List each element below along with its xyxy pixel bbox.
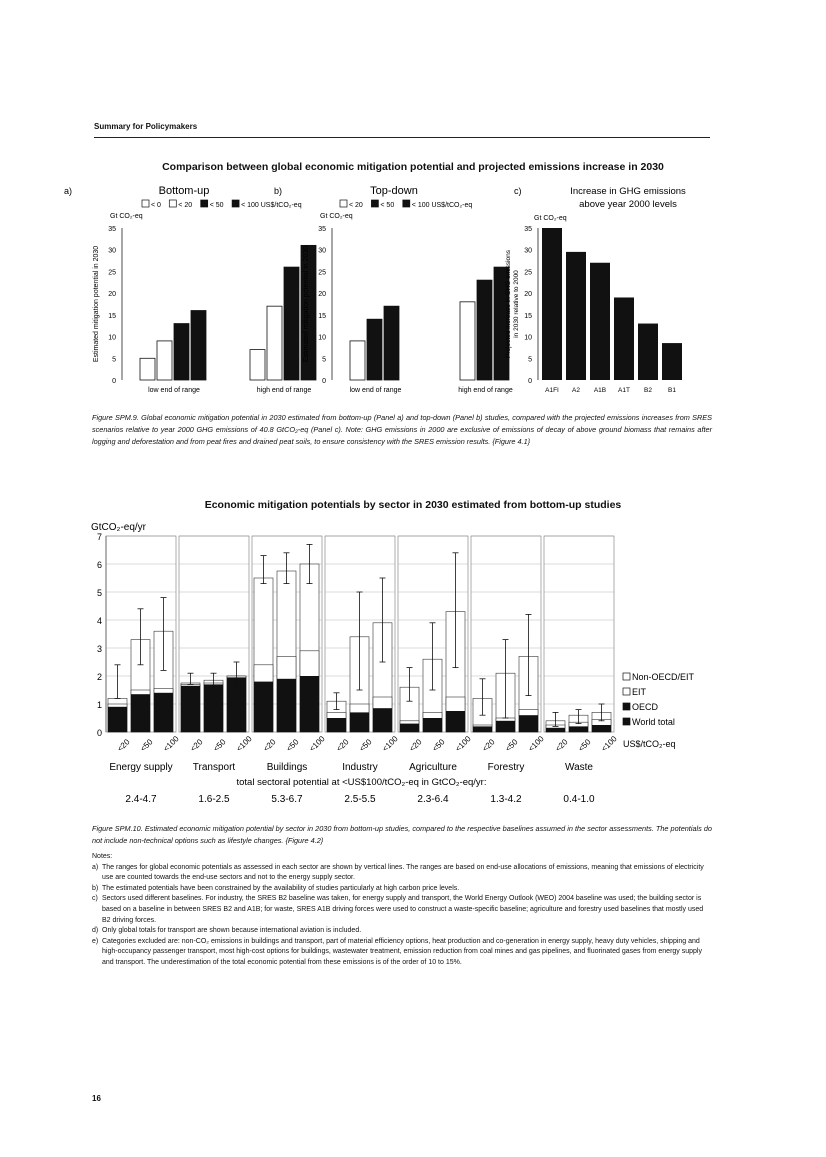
bar: [191, 311, 206, 380]
y-axis-title: Estimated mitigation potential in 2030: [93, 245, 100, 363]
price-level-label: <50: [576, 737, 593, 754]
y-tick-label: 2: [96, 672, 102, 682]
bar-oecd: [131, 694, 150, 732]
note-text: Sectors used different baselines. For industry, the SRES B2 baseline was taken, for energy supply and transport, the World Energy Outlook (WEO) 2004 baseline was used; the building sector is based on a baseline in between SRES B2 and A1B; for waste, SRES A1B driving forces were used to construct a waste-specific baseline; agriculture and forestry used baselines that mostly used B2 driving forces.: [102, 895, 704, 924]
bar-oecd: [496, 721, 515, 732]
price-unit-label: US$/tCO₂-eq: [623, 739, 676, 749]
bar-oecd: [592, 725, 611, 732]
sector-label: Buildings: [266, 762, 308, 773]
price-level-label: <100: [380, 734, 400, 754]
price-level-label: <20: [261, 737, 278, 754]
price-level-label: <20: [115, 737, 132, 754]
price-level-label: <100: [526, 734, 546, 754]
panel-letter: a): [64, 186, 73, 196]
bar-oecd: [204, 684, 223, 732]
legend-label: < 20: [349, 202, 363, 209]
price-level-label: <100: [234, 734, 254, 754]
price-level-label: <50: [284, 737, 301, 754]
y-tick-label: 5: [528, 356, 532, 364]
legend-swatch: [142, 200, 149, 207]
note-letter: c): [92, 895, 98, 903]
bar: [250, 350, 265, 380]
y-tick-label: 30: [108, 247, 116, 255]
bar-oecd: [446, 711, 465, 732]
total-potential-label: total sectoral potential at <US$100/tCO₂-eq in GtCO₂-eq/yr:: [236, 777, 487, 788]
y-unit-label: Gt CO₂-eq: [110, 213, 143, 220]
figure-10-title: Economic mitigation potentials by sector in 2030 estimated from bottom-up studies: [204, 499, 622, 511]
note-letter: d): [92, 927, 99, 935]
bar-oecd: [373, 708, 392, 732]
y-tick-label: 5: [112, 356, 116, 364]
bar: [174, 324, 189, 380]
category-label: high end of range: [256, 387, 312, 394]
legend-label: OECD: [632, 702, 659, 712]
price-level-label: <50: [503, 737, 520, 754]
y-tick-label: 1: [96, 700, 102, 710]
note-text: The ranges for global economic potentials as assessed in each sector are shown by vertical lines. The ranges are based on end-use allocations of emissions, meaning that emissions of electricity use are counted towards the end-use sectors and not to the energy supply sector.: [102, 863, 704, 882]
category-label: B2: [644, 387, 652, 394]
panel-title: Increase in GHG emissions: [570, 186, 686, 197]
sector-total: 2.5-5.5: [344, 794, 376, 805]
legend-swatch: [403, 200, 410, 207]
legend-label: Non-OECD/EIT: [632, 672, 695, 682]
bar-oecd: [423, 718, 442, 732]
note-a: [92, 863, 712, 884]
header-rule: [94, 137, 710, 138]
figure-10-caption: Figure SPM.10. Estimated economic mitigation potential by sector in 2030 from bottom-up studies, compared to the respective baselines assumed in the sector assessments. The potentials do not include non-technical options such as lifestyle changes. {Figure 4.2}: [92, 824, 712, 845]
bar-oecd: [254, 682, 273, 732]
price-level-label: <20: [188, 737, 205, 754]
y-tick-label: 15: [524, 312, 532, 320]
y-tick-label: 0: [112, 378, 116, 385]
bar-oecd: [181, 686, 200, 732]
bar-oecd: [519, 715, 538, 732]
y-tick-label: 10: [318, 334, 326, 342]
bar-oecd: [327, 718, 346, 732]
category-label: B1: [668, 387, 676, 394]
sector-total: 2.3-6.4: [417, 794, 449, 805]
legend-swatch: [623, 703, 630, 710]
price-level-label: <50: [357, 737, 374, 754]
bar: [350, 341, 365, 380]
legend-label: EIT: [632, 687, 647, 697]
price-level-label: <20: [407, 737, 424, 754]
y-tick-label: 25: [318, 269, 326, 277]
y-axis-title: in 2030 relative to 2000: [513, 270, 520, 338]
panel-title: Top-down: [370, 185, 418, 197]
legend-label: < 100 US$/tCO₂-eq: [411, 202, 473, 209]
legend-swatch: [623, 673, 630, 680]
sector-label: Waste: [565, 762, 593, 773]
price-level-label: <50: [430, 737, 447, 754]
y-tick-label: 0: [528, 378, 532, 385]
y-tick-label: 10: [524, 334, 532, 342]
legend-swatch: [169, 200, 176, 207]
bar-oecd: [277, 679, 296, 732]
y-tick-label: 4: [96, 616, 102, 626]
sector-total: 0.4-1.0: [563, 794, 595, 805]
bar-oecd: [350, 712, 369, 732]
bar: [590, 263, 610, 380]
bar: [638, 324, 658, 380]
sector-total: 1.6-2.5: [198, 794, 230, 805]
sector-label: Transport: [192, 762, 236, 773]
figure-9-title: Comparison between global economic mitigation potential and projected emissions increase in 2030: [162, 161, 664, 173]
panel-letter: b): [274, 186, 283, 196]
figure-10-chart: [90, 518, 730, 810]
sector-frame: [544, 536, 614, 732]
bar: [367, 319, 382, 380]
page-number: 16: [92, 1094, 101, 1103]
figure-9-caption: Figure SPM.9. Global economic mitigation potential in 2030 estimated from bottom-up (Panel a) and top-down (Panel b) studies, compared with the projected emissions increases from SRES scenarios relative to year 2000 GHG emissions of 40.8 GtCO₂-eq (Panel c). Note: GHG emissions in 2000 are exclusive of emissions of decay of above ground biomass that remains after logging and deforestation and from peat fires and drained peat soils, to ensure consistency with the SRES emission results. {Figure 4.1}: [92, 413, 712, 446]
legend-swatch: [623, 718, 630, 725]
bar-oecd: [473, 726, 492, 732]
bar: [566, 252, 586, 380]
y-tick-label: 25: [108, 269, 116, 277]
category-label: A1B: [593, 387, 607, 394]
y-axis-title: Projected increase in GHG emissions: [505, 249, 512, 359]
y-tick-label: 20: [318, 291, 326, 299]
bar: [284, 267, 299, 380]
price-level-label: <100: [599, 734, 619, 754]
note-letter: e): [92, 937, 99, 945]
notes-heading: Notes:: [92, 853, 113, 860]
y-tick-label: 20: [108, 291, 116, 299]
legend-swatch: [340, 200, 347, 207]
panel-letter: c): [514, 186, 522, 196]
note-e: [92, 937, 712, 969]
y-tick-label: 3: [96, 644, 102, 654]
price-level-label: <100: [307, 734, 327, 754]
note-letter: a): [92, 863, 99, 871]
y-tick-label: 10: [108, 334, 116, 342]
legend-swatch: [201, 200, 208, 207]
bar-oecd: [300, 676, 319, 732]
y-tick-label: 30: [524, 247, 532, 255]
note-text: Categories excluded are: non-CO₂ emissions in buildings and transport, part of material efficiency options, heat production and co-generation in energy supply, heavy duty vehicles, shipping and high-occupancy passenger transport, most high-cost options for buildings, wastewater treatment, emission reduction from coal mines and gas pipelines, and fluorinated gases from energy supply and transport. The underestimation of the total economic potential from these emissions is of the order of 10 to 15%.: [102, 937, 702, 966]
bar: [477, 280, 492, 380]
sector-label: Energy supply: [109, 762, 173, 773]
legend-swatch: [371, 200, 378, 207]
bar-oecd: [154, 693, 173, 732]
y-tick-label: 0: [322, 378, 326, 385]
note-text: The estimated potentials have been constrained by the availability of studies particularly at high carbon price levels.: [102, 884, 460, 892]
legend-swatch: [232, 200, 239, 207]
notes: [92, 852, 712, 969]
category-label: low end of range: [349, 387, 402, 394]
y-tick-label: 15: [318, 312, 326, 320]
panel-title: above year 2000 levels: [579, 199, 677, 210]
price-level-label: <100: [453, 734, 473, 754]
category-label: low end of range: [148, 387, 200, 394]
y-tick-label: 35: [318, 226, 326, 233]
legend-swatch: [623, 688, 630, 695]
y-tick-label: 5: [96, 588, 102, 598]
price-level-label: <50: [211, 737, 228, 754]
y-unit-label: GtCO₂-eq/yr: [91, 522, 146, 533]
note-text: Only global totals for transport are shown because international aviation is included.: [102, 927, 362, 935]
sector-label: Industry: [342, 762, 378, 773]
sector-label: Agriculture: [409, 762, 457, 773]
y-tick-label: 0: [96, 728, 102, 738]
y-tick-label: 20: [524, 291, 532, 299]
legend-label: < 50: [380, 202, 395, 209]
bar: [267, 306, 282, 380]
legend-label: < 50: [209, 202, 224, 209]
price-level-label: <20: [334, 737, 351, 754]
note-letter: b): [92, 884, 99, 892]
bar-oecd: [546, 728, 565, 732]
note-d: [92, 926, 712, 937]
panel-title: Bottom-up: [158, 185, 210, 197]
note-c: [92, 894, 712, 926]
price-level-label: <20: [553, 737, 570, 754]
category-label: A2: [572, 387, 580, 394]
note-b: [92, 884, 712, 895]
legend-label: < 100 US$/tCO₂-eq: [241, 202, 302, 209]
sector-total: 2.4-4.7: [125, 794, 157, 805]
y-tick-label: 5: [322, 356, 326, 364]
price-level-label: <100: [161, 734, 181, 754]
sector-total: 1.3-4.2: [490, 794, 522, 805]
bar: [140, 358, 155, 380]
sector-total: 5.3-6.7: [271, 794, 303, 805]
y-axis-title: Estimated mitigation potential in 2030: [303, 245, 310, 363]
bar-oecd: [108, 707, 127, 732]
y-tick-label: 35: [524, 226, 532, 233]
y-unit-label: Gt CO₂-eq: [320, 213, 353, 220]
bar: [662, 343, 682, 380]
y-tick-label: 30: [318, 247, 326, 255]
bar: [542, 228, 562, 380]
y-tick-label: 7: [96, 532, 102, 542]
y-tick-label: 6: [96, 560, 102, 570]
bar-oecd: [569, 726, 588, 732]
price-level-label: <20: [480, 737, 497, 754]
legend-label: World total: [632, 717, 675, 727]
sector-label: Forestry: [487, 762, 525, 773]
y-unit-label: Gt CO₂-eq: [534, 215, 567, 222]
legend-label: < 0: [151, 202, 161, 209]
bar: [460, 302, 475, 380]
bar: [614, 297, 634, 380]
y-tick-label: 25: [524, 269, 532, 277]
legend-label: < 20: [178, 202, 193, 209]
category-label: high end of range: [458, 387, 513, 394]
category-label: A1T: [618, 387, 630, 394]
y-tick-label: 35: [108, 226, 116, 233]
figure-9-charts: [64, 180, 720, 410]
bar: [384, 306, 399, 380]
price-level-label: <50: [138, 737, 155, 754]
running-title: Summary for Policymakers: [94, 122, 198, 131]
y-tick-label: 15: [108, 312, 116, 320]
category-label: A1FI: [545, 387, 559, 394]
bar: [157, 341, 172, 380]
bar-oecd: [400, 724, 419, 732]
